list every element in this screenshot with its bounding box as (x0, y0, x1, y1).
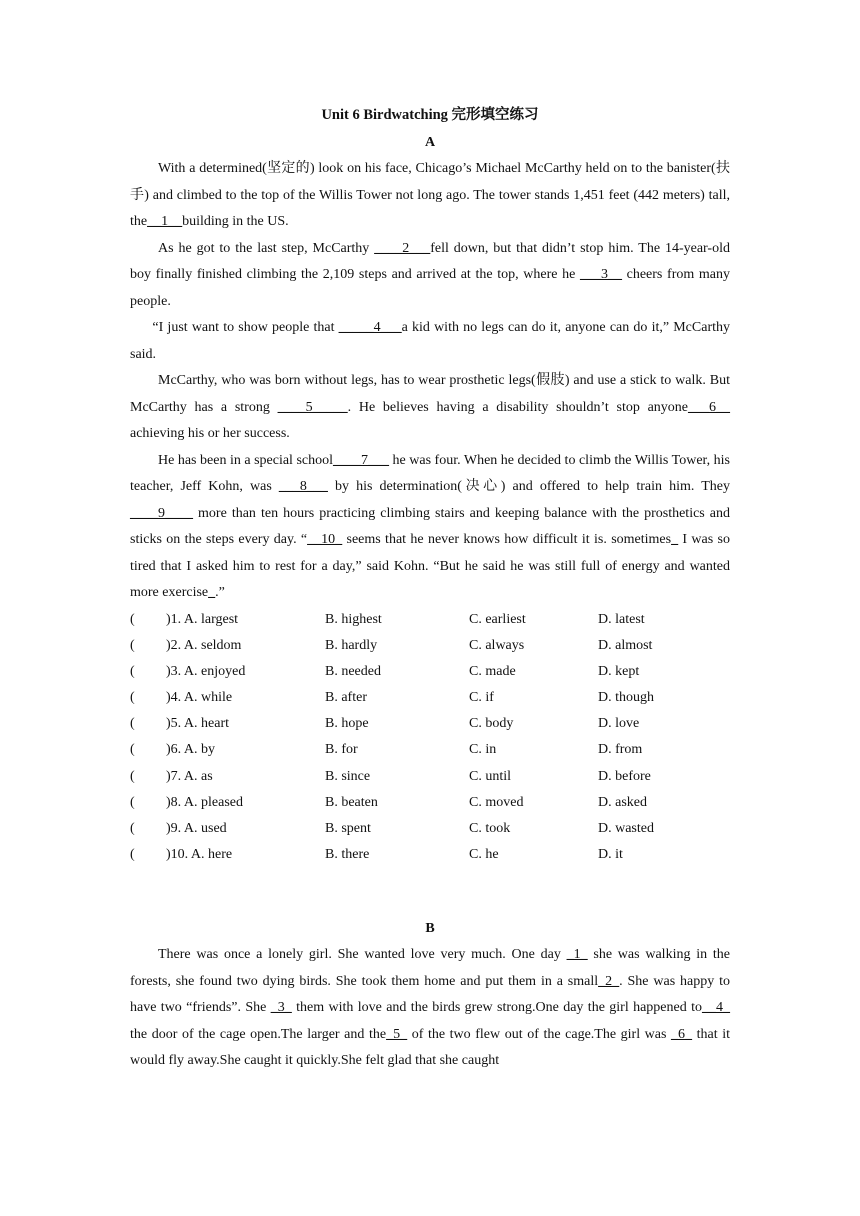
answer-paren-open: ( (130, 847, 135, 863)
option-a: A. by (181, 742, 216, 758)
question-row (130, 685, 730, 711)
passage-text: she was walking in the forests, she found two dying birds. She took them home and put them in a small (130, 947, 730, 989)
question-number: 5. (170, 716, 182, 732)
question-stem (166, 764, 213, 790)
option-a: A. pleased (181, 794, 243, 810)
option-b: B. there (325, 847, 370, 863)
option-a: A. while (181, 690, 233, 706)
passage-text: I was so tired that I asked him to rest for a day,” said Kohn. “But he said he was still full of energy and wanted more exercise (130, 532, 730, 600)
answer-paren-close: ) (166, 821, 171, 836)
passage-text: As he got to the last step, McCarthy (158, 240, 375, 256)
question-number: 10. (170, 847, 189, 863)
answer-blank: ___8___ (278, 479, 328, 494)
answer-paren-open: ( (130, 716, 135, 732)
answer-paren-close: ) (166, 690, 171, 706)
answer-paren-close: ) (166, 742, 171, 758)
paragraph (130, 315, 730, 368)
passage-text: that it would fly away.She caught it quickly.She felt glad that she caught (130, 1026, 731, 1069)
passage-text: cheers from many people. (130, 267, 731, 309)
passage-text: He has been in a special school (158, 452, 334, 468)
passage-text: With a determined(坚定的) look on his face, Chicago’s Michael McCarthy held on to the banister(扶手) and climbed to the top of the Willis Tower not long ago. The tower stands 1,451 feet (442 meters) tall, the (130, 161, 730, 229)
answer-paren-open: ( (130, 663, 135, 679)
option-c: C. if (469, 690, 494, 706)
answer-paren-close: ) (166, 768, 171, 784)
question-row (130, 790, 730, 816)
option-a: A. enjoyed (181, 663, 246, 679)
answer-blank: _____4___ (338, 320, 402, 335)
option-a: A. seldom (181, 637, 242, 653)
answer-blank: _ (208, 585, 216, 600)
question-number: 1. (170, 611, 182, 627)
question-row (130, 711, 730, 737)
option-d: D. it (598, 847, 623, 863)
document-title: Unit 6 Birdwatching 完形填空练习 (321, 107, 539, 123)
passage-text: McCarthy, who was born without legs, has to wear prosthetic legs(假肢) and use a stick to walk. But McCarthy has a strong (130, 373, 730, 415)
option-c: C. always (469, 637, 525, 653)
question-stem (166, 659, 245, 685)
section-b-label: B (425, 921, 435, 937)
answer-blank: ___3__ (579, 267, 622, 282)
answer-paren-open: ( (130, 742, 135, 758)
passage-text: of the two flew out of the cage.The girl was (407, 1026, 672, 1042)
question-row (130, 842, 730, 868)
question-number: 9. (170, 821, 182, 836)
question-row (130, 816, 730, 842)
question-row (130, 737, 730, 763)
question-number: 8. (170, 794, 182, 810)
passage-text: he was four. When he decided to climb the Willis Tower, his teacher, Jeff Kohn, was (130, 452, 730, 494)
paragraph (130, 448, 730, 607)
option-b: B. hardly (325, 637, 378, 653)
question-stem (166, 816, 227, 842)
passage-text: building in the US. (182, 214, 289, 229)
answer-paren-close: ) (166, 611, 171, 627)
answer-paren-close: ) (166, 847, 171, 863)
section-b-passage (130, 942, 730, 1075)
passage-text: them with love and the birds grew strong.One day the girl happened to (291, 1000, 703, 1016)
answer-blank: ____5_____ (277, 399, 348, 415)
answer-paren-open: ( (130, 611, 135, 627)
option-b: B. after (325, 690, 367, 706)
answer-blank: __10_ (307, 532, 343, 547)
question-stem (166, 685, 232, 711)
section-gap (130, 868, 730, 916)
answer-paren-close: ) (166, 794, 171, 810)
answer-paren-open: ( (130, 794, 135, 810)
option-b: B. for (325, 742, 358, 758)
option-a: A. as (181, 768, 213, 784)
option-b: B. highest (325, 611, 382, 627)
question-row (130, 659, 730, 685)
answer-blank: ____7___ (333, 452, 390, 468)
option-d: D. before (598, 768, 651, 784)
answer-blank: _ (671, 532, 679, 547)
question-stem (166, 711, 229, 737)
answer-paren-close: ) (166, 637, 171, 653)
passage-text: . She was happy to have two “friends”. She (130, 973, 730, 1016)
option-d: D. latest (598, 611, 645, 627)
paragraph (130, 368, 730, 448)
question-stem (166, 842, 232, 868)
question-number: 2. (170, 637, 182, 653)
option-d: D. love (598, 716, 640, 732)
option-b: B. beaten (325, 794, 378, 810)
option-d: D. asked (598, 794, 647, 810)
question-row (130, 633, 730, 659)
section-a-label: A (424, 135, 436, 150)
answer-blank: ___6__ (688, 399, 730, 415)
option-b: B. spent (325, 821, 371, 836)
option-d: D. almost (598, 637, 653, 653)
question-stem (166, 633, 241, 659)
passage-text: a kid with no legs can do it, anyone can do it,” McCarthy said. (130, 320, 731, 362)
passage-text: .” (215, 585, 225, 600)
passage-text: by his determination(决心) and offered to help train him. They (327, 479, 730, 494)
passage-text: seems that he never knows how difficult it is. sometimes (342, 532, 672, 547)
option-d: D. wasted (598, 821, 654, 836)
answer-blank: __4_ (702, 1000, 731, 1016)
question-number: 4. (170, 690, 182, 706)
option-b: B. needed (325, 663, 381, 679)
option-a: A. largest (181, 611, 239, 627)
question-stem (166, 737, 215, 763)
paragraph (130, 942, 730, 1075)
answer-blank: ____9____ (130, 505, 193, 521)
paragraph (130, 236, 730, 316)
paragraph (130, 156, 730, 236)
passage-text: achieving his or her success. (130, 426, 290, 441)
question-stem (166, 790, 243, 816)
question-stem (166, 607, 238, 633)
option-c: C. body (469, 716, 514, 732)
passage-text: “I just want to show people that (152, 320, 339, 335)
section-a-questions (130, 607, 730, 869)
option-c: C. in (469, 742, 497, 758)
option-b: B. hope (325, 716, 369, 732)
option-a: A. here (188, 847, 233, 863)
option-d: D. though (598, 690, 654, 706)
answer-blank: _6_ (671, 1026, 693, 1042)
section-a-passage (130, 156, 730, 607)
option-c: C. took (469, 821, 511, 836)
answer-blank: _3_ (270, 1000, 292, 1016)
passage-text: more than ten hours practicing climbing stairs and keeping balance with the prosthetics and sticks on the steps every day. “ (130, 505, 730, 547)
answer-blank: _5_ (386, 1026, 408, 1042)
answer-blank: _2_ (598, 973, 620, 989)
question-number: 7. (170, 768, 182, 784)
passage-text: the door of the cage open.The larger and the (130, 1026, 387, 1042)
answer-paren-open: ( (130, 768, 135, 784)
passage-text: There was once a lonely girl. She wanted love very much. One day (158, 947, 567, 963)
question-number: 6. (170, 742, 182, 758)
option-d: D. from (598, 742, 643, 758)
question-row (130, 607, 730, 633)
passage-text: . He believes having a disability shouldn’t stop anyone (347, 399, 688, 415)
option-a: A. used (181, 821, 227, 836)
answer-paren-open: ( (130, 637, 135, 653)
answer-paren-close: ) (166, 716, 171, 732)
answer-blank: __1__ (147, 214, 183, 229)
option-d: D. kept (598, 663, 640, 679)
option-c: C. earliest (469, 611, 526, 627)
passage-text: fell down, but that didn’t stop him. The 14-year-old boy finally finished climbing the 2,109 steps and arrived at the top, where he (130, 240, 730, 282)
option-c: C. he (469, 847, 499, 863)
option-b: B. since (325, 768, 371, 784)
answer-blank: ____2___ (374, 240, 431, 256)
option-c: C. made (469, 663, 516, 679)
answer-paren-close: ) (166, 663, 171, 679)
option-c: C. until (469, 768, 512, 784)
question-number: 3. (170, 663, 182, 679)
document-content (130, 102, 730, 1075)
question-row (130, 764, 730, 790)
answer-blank: _1_ (566, 947, 588, 963)
answer-paren-open: ( (130, 690, 135, 706)
option-a: A. heart (181, 716, 229, 732)
option-c: C. moved (469, 794, 524, 810)
answer-paren-open: ( (130, 821, 135, 836)
